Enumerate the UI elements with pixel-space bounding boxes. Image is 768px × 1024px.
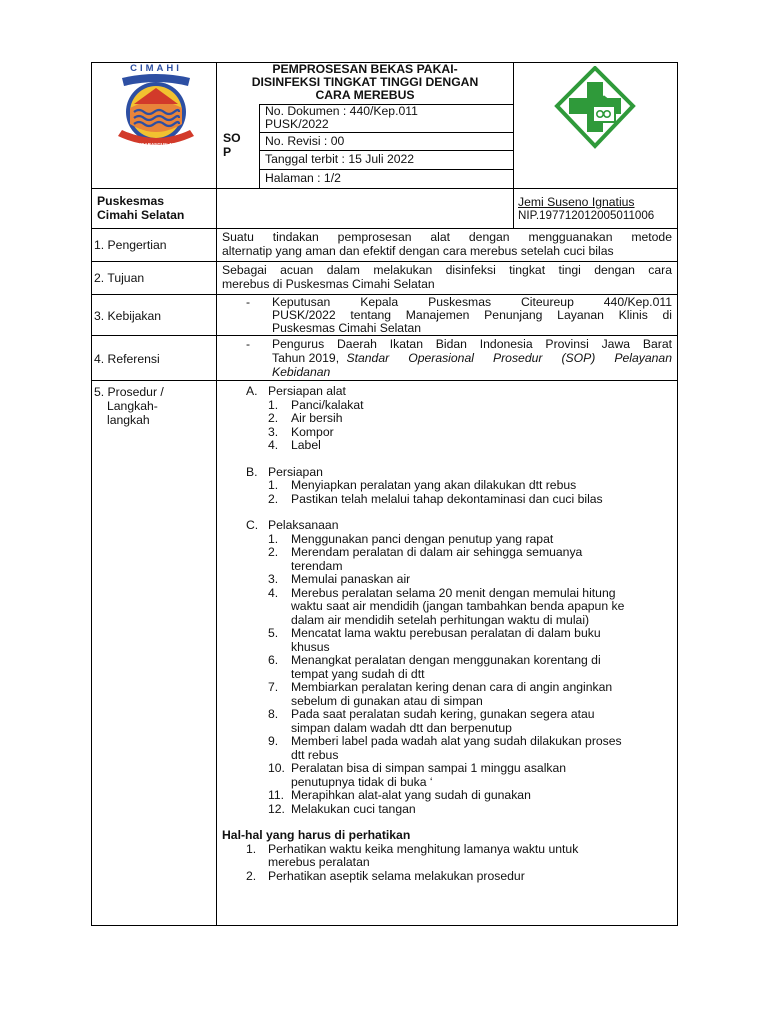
- kebijakan-bullet: -: [246, 295, 251, 309]
- group-c-item-text: terendam: [291, 558, 343, 573]
- group-c-item-text: Menggunakan panci dengan penutup yang rapat: [291, 531, 554, 546]
- referensi-line-2: [272, 352, 672, 366]
- logo-city-text: CIMAHI: [130, 63, 182, 74]
- table-border-left: [91, 62, 92, 926]
- group-c-item-text: simpan dalam wadah dtt dan berpenutup: [291, 720, 512, 735]
- notes-item-number: 1.: [246, 841, 257, 856]
- group-c-item-number: 8.: [268, 707, 279, 721]
- group-c-item-text: Membiarkan peralatan kering denan cara di angin anginkan: [291, 680, 613, 694]
- institution-line-2: Cimahi Selatan: [97, 208, 185, 222]
- group-a-item-number: 3.: [268, 424, 279, 439]
- notes-item-text: Perhatikan waktu keika menghitung lamanya waktu untuk: [268, 841, 579, 856]
- tujuan-line-1: Sebagai acuan dalam melakukan disinfeksi tingkat tingi dengan cara: [222, 263, 672, 277]
- notes-title: Hal-hal yang harus di perhatikan: [222, 828, 411, 842]
- group-c-item-text: Mencatat lama waktu perebusan peralatan di dalam buku: [291, 626, 601, 640]
- table-border-right: [677, 62, 678, 926]
- group-c-item-text: khusus: [291, 639, 330, 654]
- group-c-item-text: dalam air mendidih setelah perhitungan waktu di mulai): [291, 612, 590, 627]
- group-a-item-number: 4.: [268, 438, 279, 452]
- group-a-item-text: Panci/kalakat: [291, 397, 364, 412]
- group-c-item-number: 11.: [268, 788, 285, 802]
- group-c-item-text: sebelum di gunakan atau di simpan: [291, 693, 483, 708]
- group-c-item-text: dtt rebus: [291, 747, 339, 762]
- group-c-item-text: Melakukan cuci tangan: [291, 801, 416, 816]
- prosedur-label-line-2: Langkah-: [107, 399, 158, 413]
- revision-number: No. Revisi : 00: [265, 134, 345, 148]
- kebijakan-line-3: Puskesmas Cimahi Selatan: [272, 321, 422, 335]
- tujuan-line-2: merebus di Puskesmas Cimahi Selatan: [222, 277, 435, 291]
- cimahi-logo: [100, 64, 212, 156]
- referensi-line-1: Pengurus Daerah Ikatan Bidan Indonesia Provinsi Jawa Barat: [272, 337, 672, 351]
- group-b-title: Persiapan: [268, 464, 323, 479]
- group-c-item-text: Menangkat peralatan dengan menggunakan korentang di: [291, 653, 601, 667]
- group-b-marker: B.: [246, 464, 258, 479]
- page-number: Halaman : 1/2: [265, 171, 341, 185]
- pengertian-line-1: Suatu tindakan pemprosesan alat dengan mengguanakan metode: [222, 230, 672, 244]
- row-line-pengertian: [91, 228, 678, 229]
- notes-item-number: 2.: [246, 868, 257, 883]
- group-c-item-text: Merapihkan alat-alat yang sudah di gunakan: [291, 788, 531, 802]
- group-a-item-text: Air bersih: [291, 411, 343, 425]
- group-a-title: Persiapan alat: [268, 384, 346, 398]
- group-a-marker: A.: [246, 384, 258, 398]
- group-c-item-number: 9.: [268, 734, 279, 748]
- referensi-year: Tahun 2019,: [272, 351, 343, 365]
- referensi-title-part-2: Kebidanan: [272, 365, 331, 379]
- group-a-item-text: Label: [291, 438, 321, 452]
- group-c-item-number: 4.: [268, 585, 279, 600]
- signatory-name: Jemi Suseno Ignatius: [518, 195, 635, 209]
- meta-line-2: [259, 150, 514, 151]
- group-c-item-text: Memberi label pada wadah alat yang sudah dilakukan proses: [291, 734, 622, 748]
- group-a-item-text: Kompor: [291, 424, 334, 439]
- group-c-item-text: waktu saat air mendidih (jangan tambahkan benda apapun ke: [291, 599, 625, 613]
- group-c-item-text: Peralatan bisa di simpan sampai 1 minggu asalkan: [291, 761, 567, 775]
- pengertian-line-2: alternatip yang aman dan efektif dengan cara merebus setelah cuci bilas: [222, 244, 614, 258]
- section-label-kebijakan: 3. Kebijakan: [94, 309, 162, 323]
- table-border-bottom: [91, 925, 678, 926]
- group-c-item-text: Merebus peralatan selama 20 menit dengan memulai hitung: [291, 585, 616, 600]
- kebijakan-line-1: Keputusan Kepala Puskesmas Citeureup 440/Kep.011: [272, 295, 672, 309]
- group-c-item-text: Merendam peralatan di dalam air sehingga semuanya: [291, 545, 583, 559]
- doc-number-line-2: PUSK/2022: [265, 117, 329, 131]
- meta-line-1: [259, 132, 514, 133]
- row-line-tujuan: [91, 261, 678, 262]
- group-b-item-text: Menyiapkan peralatan yang akan dilakukan dtt rebus: [291, 478, 577, 492]
- group-b-item-number: 1.: [268, 478, 279, 492]
- prosedur-label-line-3: langkah: [107, 413, 150, 427]
- doc-number-line-1: No. Dokumen : 440/Kep.011: [265, 104, 418, 118]
- row-line-prosedur: [91, 380, 678, 381]
- header-bottom-line: [91, 188, 678, 189]
- prosedur-label-line-1: 5. Prosedur /: [94, 385, 164, 399]
- group-c-item-number: 2.: [268, 545, 279, 559]
- referensi-bullet: -: [246, 337, 251, 351]
- group-c-item-number: 6.: [268, 653, 279, 667]
- group-c-item-number: 1.: [268, 531, 279, 546]
- group-a-item-number: 2.: [268, 411, 279, 425]
- group-b-item-number: 2.: [268, 491, 279, 506]
- referensi-title-part-1: Standar Operasional Prosedur (SOP) Pelayanan: [346, 351, 672, 365]
- issue-date: Tanggal terbit : 15 Juli 2022: [265, 152, 415, 166]
- group-c-item-text: tempat yang sudah di dtt: [291, 666, 425, 681]
- kebijakan-line-2: PUSK/2022 tentang Manajemen Penunjang Layanan Klinis di: [272, 308, 672, 322]
- sop-label-line-1: SO: [223, 131, 241, 145]
- section-label-pengertian: 1. Pengertian: [94, 238, 167, 252]
- title-line-3: CARA MEREBUS: [315, 88, 415, 102]
- group-c-marker: C.: [246, 518, 259, 532]
- group-c-item-text: Memulai panaskan air: [291, 572, 411, 586]
- sop-label-line-2: P: [223, 145, 232, 159]
- section-label-tujuan: 2. Tujuan: [94, 271, 145, 285]
- group-c-item-text: penutupnya tidak di buka ‘: [291, 774, 433, 789]
- institution-line-1: Puskesmas: [97, 194, 165, 208]
- group-c-item-number: 3.: [268, 572, 279, 586]
- meta-line-3: [259, 169, 514, 170]
- notes-item-text: merebus peralatan: [268, 855, 370, 869]
- label-column-divider: [216, 62, 217, 926]
- group-c-item-number: 5.: [268, 626, 279, 640]
- group-c-item-number: 12.: [268, 801, 285, 816]
- title-line-1: PEMPROSESAN BEKAS PAKAI-: [272, 62, 458, 76]
- group-c-item-number: 10.: [268, 761, 285, 775]
- group-b-item-text: Pastikan telah melalui tahap dekontaminasi dan cuci bilas: [291, 491, 603, 506]
- section-label-referensi: 4. Referensi: [94, 352, 160, 366]
- logo-motto: SALUYU NGABANGUN JATI MANDIRI: [118, 142, 199, 147]
- sop-column-divider: [259, 104, 260, 188]
- group-c-item-text: Pada saat peralatan sudah kering, gunakan segera atau: [291, 707, 595, 721]
- group-c-item-number: 7.: [268, 680, 279, 694]
- group-a-item-number: 1.: [268, 397, 279, 412]
- notes-item-text: Perhatikan aseptik selama melakukan prosedur: [268, 868, 525, 883]
- puskesmas-logo-icon: [553, 66, 637, 150]
- title-line-2: DISINFEKSI TINGKAT TINGGI DENGAN: [251, 75, 479, 89]
- group-c-title: Pelaksanaan: [268, 518, 339, 532]
- signatory-nip: NIP.19771201200501100​6: [518, 209, 655, 222]
- header-right-divider: [513, 62, 514, 228]
